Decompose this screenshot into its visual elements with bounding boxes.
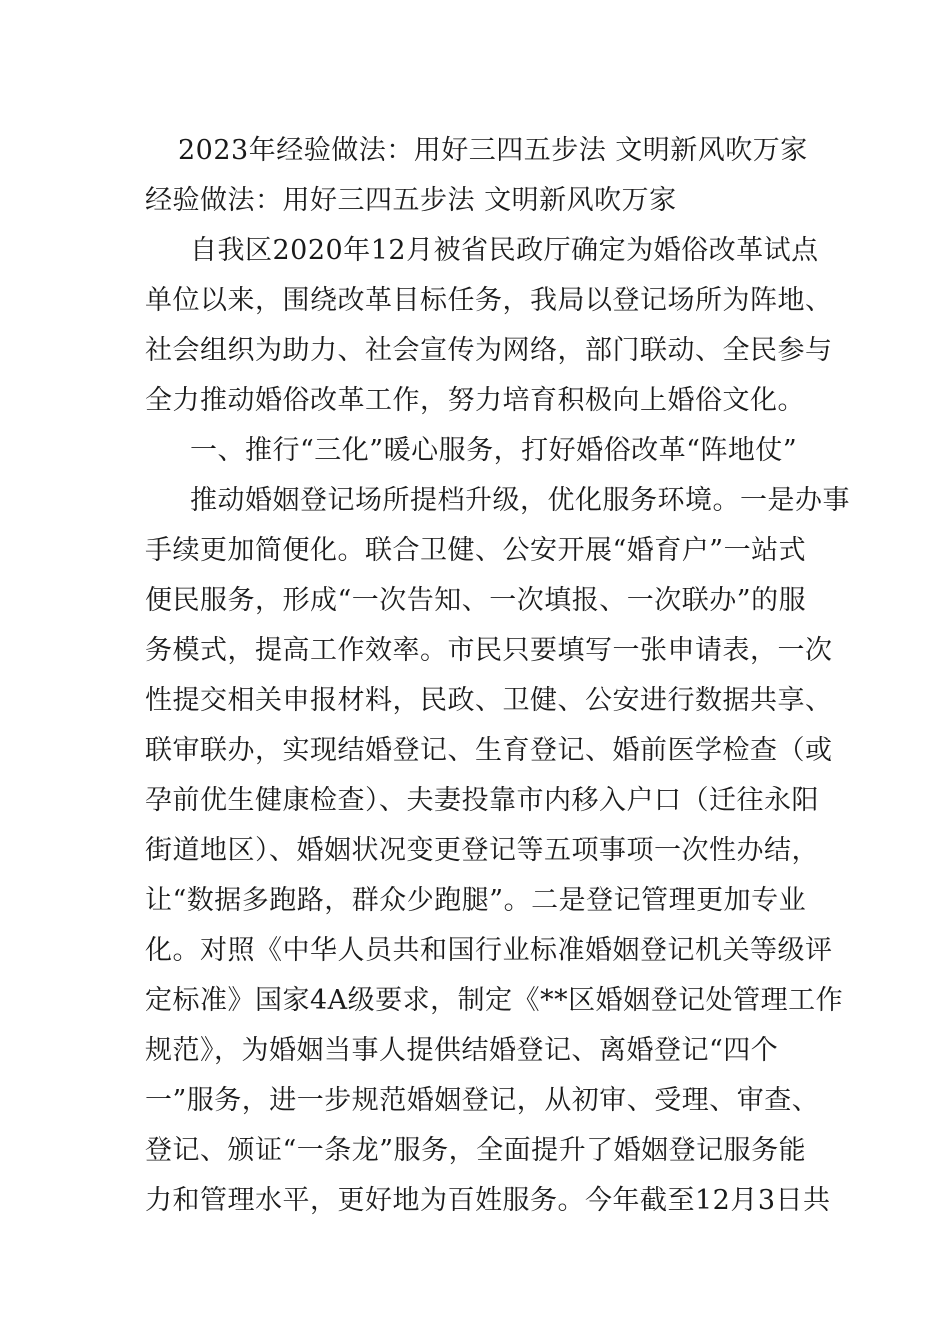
paragraph-1-line-4: 全力推动婚俗改革工作，努力培育积极向上婚俗文化。 [145, 385, 805, 416]
document-title: 2023年经验做法：用好三四五步法 文明新风吹万家 [178, 135, 808, 166]
paragraph-2-line-14: 登记、颁证“一条龙”服务，全面提升了婚姻登记服务能 [145, 1135, 807, 1166]
paragraph-2-line-1: 推动婚姻登记场所提档升级，优化服务环境。一是办事 [190, 485, 850, 516]
paragraph-2-line-13: 一”服务，进一步规范婚姻登记，从初审、受理、审查、 [145, 1085, 820, 1116]
paragraph-2-line-11: 定标准》国家4A级要求，制定《**区婚姻登记处管理工作 [145, 985, 844, 1016]
paragraph-2-line-10: 化。对照《中华人员共和国行业标准婚姻登记机关等级评 [145, 935, 833, 966]
paragraph-2-line-2: 手续更加简便化。联合卫健、公安开展“婚育户”一站式 [145, 535, 807, 566]
paragraph-2-line-3: 便民服务，形成“一次告知、一次填报、一次联办”的服 [145, 585, 807, 616]
paragraph-2-line-6: 联审联办，实现结婚登记、生育登记、婚前医学检查（或 [145, 735, 833, 766]
section-1-heading: 一、推行“三化”暖心服务，打好婚俗改革“阵地仗” [190, 435, 798, 466]
paragraph-1-line-1: 自我区2020年12月被省民政厅确定为婚俗改革试点 [190, 235, 819, 266]
document-subtitle: 经验做法：用好三四五步法 文明新风吹万家 [145, 185, 677, 216]
paragraph-2-line-7: 孕前优生健康检查）、夫妻投靠市内移入户口（迁往永阳 [145, 785, 819, 816]
paragraph-1-line-3: 社会组织为助力、社会宣传为网络，部门联动、全民参与 [145, 335, 833, 366]
paragraph-2-line-15: 力和管理水平，更好地为百姓服务。今年截至12月3日共 [145, 1185, 831, 1216]
paragraph-2-line-8: 街道地区）、婚姻状况变更登记等五项事项一次性办结， [145, 835, 819, 866]
paragraph-2-line-12: 规范》，为婚姻当事人提供结婚登记、离婚登记“四个 [145, 1035, 779, 1066]
paragraph-1-line-2: 单位以来，围绕改革目标任务，我局以登记场所为阵地、 [145, 285, 833, 316]
paragraph-2-line-4: 务模式，提高工作效率。市民只要填写一张申请表，一次 [145, 635, 833, 666]
paragraph-2-line-9: 让“数据多跑路，群众少跑腿”。二是登记管理更加专业 [145, 885, 807, 916]
paragraph-2-line-5: 性提交相关申报材料，民政、卫健、公安进行数据共享、 [145, 685, 833, 716]
